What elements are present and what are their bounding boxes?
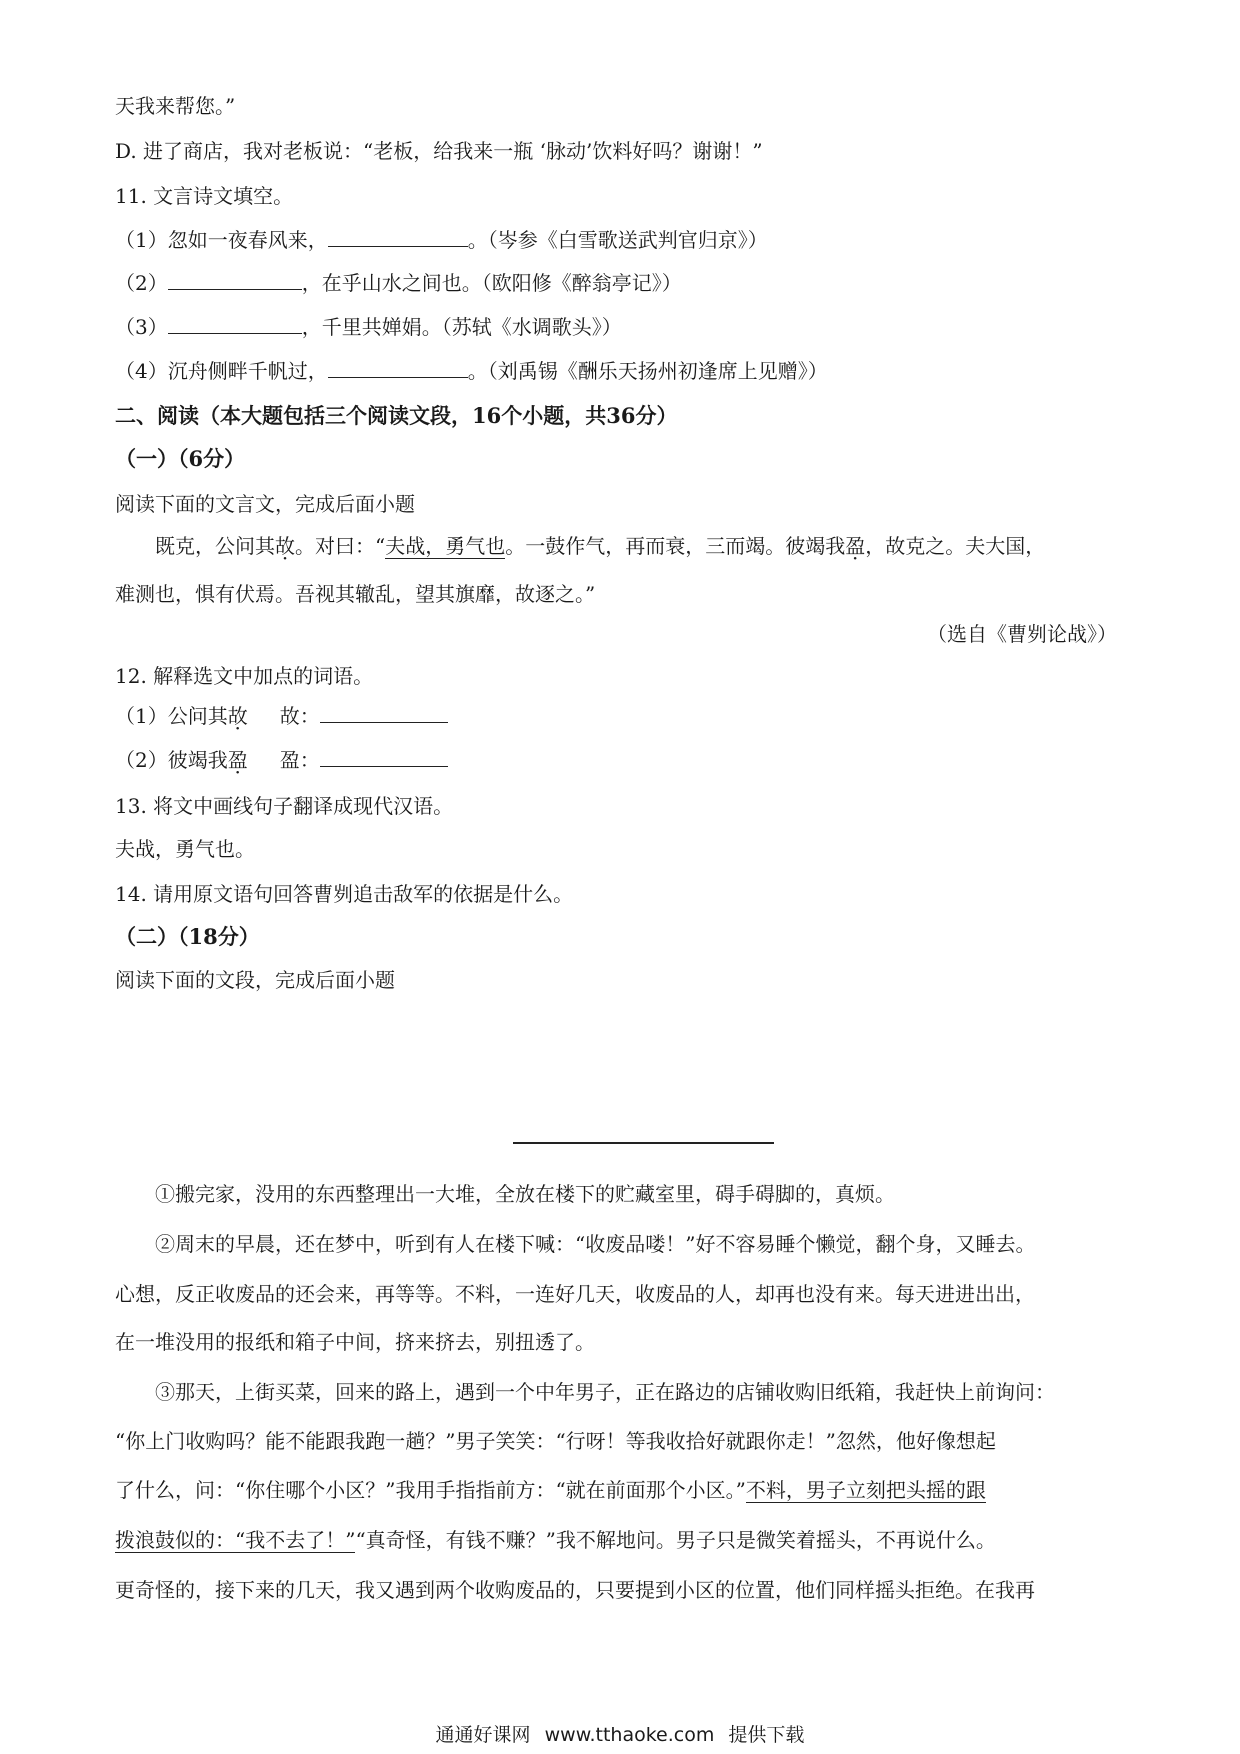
paragraph-2: 在一堆没用的报纸和箱子中间，挤来挤去，别扭透了。: [115, 1330, 595, 1354]
question-13: 13. 将文中画线句子翻译成现代汉语。: [115, 794, 454, 818]
fill-item-4: （4）沉舟侧畔千帆过， 。（刘禹锡《酬乐天扬州初逢席上见赠》）: [115, 359, 828, 383]
answer-blank[interactable]: [168, 315, 302, 334]
question-11: 11. 文言诗文填空。: [115, 184, 294, 208]
paragraph-2: 心想，反正收废品的还会来，再等等。不料，一连好几天，收废品的人，却再也没有来。每天进进出出，: [115, 1282, 1035, 1306]
page-footer: [0, 1720, 1240, 1747]
dotted-word: 盈: [227, 748, 248, 772]
paragraph-1: ①搬完家，没用的东西整理出一大堆，全放在楼下的贮藏室里，碍手碍脚的，真烦。: [155, 1182, 895, 1206]
sentence-to-translate: 夫战，勇气也。: [115, 837, 255, 861]
paragraph-3: ③那天，上街买菜，回来的路上，遇到一个中年男子，正在路边的店铺收购旧纸箱，我赶快上前询问：: [155, 1380, 1055, 1404]
paragraph-3: 了什么，问：“你住哪个小区？”我用手指指前方：“就在前面那个小区。”不料，男子立刻把头摇的跟: [115, 1478, 986, 1502]
answer-blank[interactable]: [328, 359, 468, 378]
answer-blank[interactable]: [328, 228, 468, 247]
paragraph-3: 更奇怪的，接下来的几天，我又遇到两个收购废品的，只要提到小区的位置，他们同样摇头拒绝。在我再: [115, 1578, 1035, 1602]
text-line: 天我来帮您。”: [115, 94, 236, 118]
paragraph-2: ②周末的早晨，还在梦中，听到有人在楼下喊：“收废品喽！”好不容易睡个懒觉，翻个身，又睡去。: [155, 1232, 1036, 1256]
fill-item-2: （2） ，在乎山水之间也。（欧阳修《醉翁亭记》）: [115, 271, 682, 295]
dotted-word: 故: [227, 704, 248, 728]
question-12: 12. 解释选文中加点的词语。: [115, 664, 374, 688]
footer-note: 提供下载: [728, 1724, 805, 1746]
word-item-2: （2）彼竭我盈 盈：: [115, 746, 448, 774]
instruction: 阅读下面的文段，完成后面小题: [115, 968, 395, 992]
dotted-word: 故: [275, 534, 295, 558]
classical-text-line: 难测也，惧有伏焉。吾视其辙乱，望其旗靡，故逐之。”: [115, 582, 596, 606]
footer-site: 通通好课网: [435, 1724, 531, 1746]
answer-blank[interactable]: [168, 271, 302, 290]
underlined-sentence: 拨浪鼓似的：“我不去了！”: [115, 1528, 356, 1552]
answer-blank[interactable]: [320, 704, 448, 723]
question-14: 14. 请用原文语句回答曹刿追击敌军的依据是什么。: [115, 882, 574, 906]
instruction: 阅读下面的文言文，完成后面小题: [115, 492, 415, 516]
word-item-1: （1）公问其故 故：: [115, 702, 448, 730]
subsection-heading: （二）（18分）: [115, 924, 260, 949]
classical-text-line: 既克，公问其故。对曰：“夫战，勇气也。一鼓作气，再而衰，三而竭。彼竭我盈，故克之。夫大国，: [155, 534, 1046, 558]
footer-url[interactable]: www.tthaoke.com: [544, 1724, 715, 1746]
title-blank-line: [513, 1142, 774, 1144]
paragraph-3: 拨浪鼓似的：“我不去了！”“真奇怪，有钱不赚？”我不解地问。男子只是微笑着摇头，不再说什么。: [115, 1528, 996, 1552]
dotted-word: 盈: [845, 534, 866, 558]
option-d: D. 进了商店，我对老板说：“老板，给我来一瓶 ‘脉动’饮料好吗？谢谢！”: [115, 139, 763, 163]
answer-blank[interactable]: [320, 748, 448, 767]
fill-item-1: （1）忽如一夜春风来， 。（岑参《白雪歌送武判官归京》）: [115, 228, 768, 252]
paragraph-3: “你上门收购吗？能不能跟我跑一趟？”男子笑笑：“行呀！等我收拾好就跟你走！”忽然，他好像想起: [115, 1429, 996, 1453]
source-citation: （选自《曹刿论战》）: [927, 622, 1117, 646]
underlined-sentence: 夫战，勇气也: [385, 534, 506, 558]
fill-item-3: （3） ，千里共婵娟。（苏轼《水调歌头》）: [115, 315, 622, 339]
section-heading: 二、阅读（本大题包括三个阅读文段，16个小题，共36分）: [115, 403, 678, 428]
underlined-sentence: 不料，男子立刻把头摇的跟: [745, 1478, 986, 1502]
subsection-heading: （一）（6分）: [115, 446, 246, 471]
